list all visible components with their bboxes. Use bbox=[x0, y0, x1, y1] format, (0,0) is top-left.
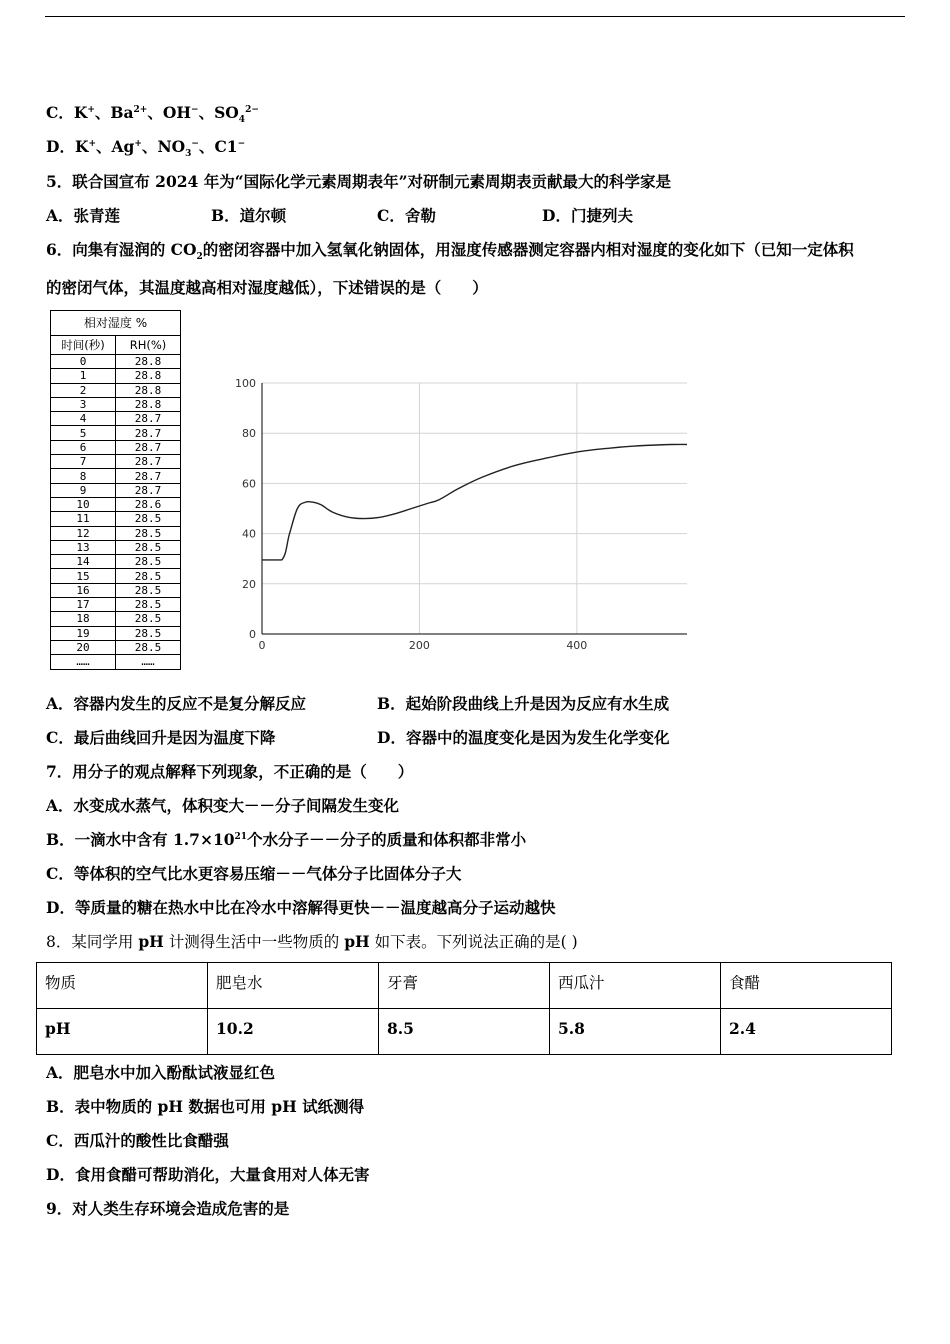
ph-value-cell: 2.4 bbox=[721, 1009, 892, 1055]
rh-value-cell: 28.5 bbox=[116, 626, 181, 640]
q8-option-d: D．食用食醋可帮助消化，大量食用对人体无害 bbox=[46, 1165, 370, 1184]
q8-option-c: C．西瓜汁的酸性比食醋强 bbox=[46, 1131, 229, 1150]
rh-col-rh-header: RH(%) bbox=[116, 336, 181, 355]
y-tick-label: 100 bbox=[235, 377, 256, 390]
rh-table-row bbox=[51, 512, 181, 526]
rh-time-cell: 16 bbox=[51, 583, 116, 597]
rh-table-row bbox=[51, 426, 181, 440]
y-tick-label: 0 bbox=[249, 628, 256, 641]
rh-time-cell: 10 bbox=[51, 497, 116, 511]
rh-value-cell: 28.5 bbox=[116, 569, 181, 583]
rh-time-cell: 7 bbox=[51, 455, 116, 469]
q7-option-c: C．等体积的空气比水更容易压缩－－气体分子比固体分子大 bbox=[46, 864, 462, 883]
ph-header-cell: 肥皂水 bbox=[208, 963, 379, 1009]
rh-table-row bbox=[51, 483, 181, 497]
rh-time-cell: 19 bbox=[51, 626, 116, 640]
rh-value-cell: 28.5 bbox=[116, 640, 181, 654]
rh-table-row bbox=[51, 455, 181, 469]
ph-table bbox=[36, 962, 892, 1055]
x-tick-label: 0 bbox=[258, 639, 266, 652]
rh-value-cell: 28.8 bbox=[116, 397, 181, 411]
rh-time-cell: 11 bbox=[51, 512, 116, 526]
humidity-line-chart bbox=[225, 370, 695, 655]
q5-option-c: C．舍勒 bbox=[377, 206, 436, 225]
rh-table-row bbox=[51, 655, 181, 669]
rh-table-row bbox=[51, 555, 181, 569]
rh-time-cell: 9 bbox=[51, 483, 116, 497]
q4-option-d: D．K+、Ag+、$NO_3^-$、C1− bbox=[46, 137, 246, 160]
rh-time-cell: 17 bbox=[51, 598, 116, 612]
rh-value-cell: 28.6 bbox=[116, 497, 181, 511]
ph-header-cell: 食醋 bbox=[721, 963, 892, 1009]
ph-value-cell: 8.5 bbox=[379, 1009, 550, 1055]
ph-value-cell: 10.2 bbox=[208, 1009, 379, 1055]
rh-time-cell: …… bbox=[51, 655, 116, 669]
q8-stem: 8．某同学用 pH 计测得生活中一些物质的 pH 如下表。下列说法正确的是( ) bbox=[46, 932, 578, 951]
rh-value-cell: 28.8 bbox=[116, 369, 181, 383]
ph-header-cell: 牙膏 bbox=[379, 963, 550, 1009]
rh-table-row bbox=[51, 526, 181, 540]
x-tick-label: 400 bbox=[566, 639, 588, 652]
rh-table-row bbox=[51, 397, 181, 411]
rh-time-cell: 1 bbox=[51, 369, 116, 383]
rh-table-row bbox=[51, 469, 181, 483]
q6-option-b: B．起始阶段曲线上升是因为反应有水生成 bbox=[377, 694, 670, 713]
rh-time-cell: 0 bbox=[51, 355, 116, 369]
x-tick-label: 200 bbox=[408, 639, 430, 652]
rh-table-row bbox=[51, 626, 181, 640]
q6-option-d: D．容器中的温度变化是因为发生化学变化 bbox=[377, 728, 670, 747]
q6-stem-line1: 6．向集有湿润的 $CO_2$的密闭容器中加入氢氧化钠固体，用湿度传感器测定容器内相对湿度的变化如下（已知一定体积 bbox=[46, 240, 854, 263]
rh-time-cell: 15 bbox=[51, 569, 116, 583]
rh-table-row bbox=[51, 598, 181, 612]
rh-time-cell: 6 bbox=[51, 440, 116, 454]
rh-value-cell: 28.5 bbox=[116, 526, 181, 540]
rh-table-row bbox=[51, 583, 181, 597]
rh-value-cell: …… bbox=[116, 655, 181, 669]
rh-value-cell: 28.7 bbox=[116, 426, 181, 440]
rh-value-cell: 28.8 bbox=[116, 355, 181, 369]
ph-value-cell: 5.8 bbox=[550, 1009, 721, 1055]
header-rule bbox=[45, 16, 905, 17]
q6-option-c: C．最后曲线回升是因为温度下降 bbox=[46, 728, 276, 747]
rh-table-row bbox=[51, 355, 181, 369]
rh-col-time-header: 时间(秒) bbox=[51, 336, 116, 355]
q6-stem-line2: 的密闭气体，其温度越高相对湿度越低），下述错误的是（ ） bbox=[46, 278, 488, 297]
q5-option-b: B．道尔顿 bbox=[211, 206, 287, 225]
q4-option-c: C．K+、$Ba^{2+}$、OH−、$SO_4^{2-}$ bbox=[46, 103, 259, 126]
rh-value-cell: 28.5 bbox=[116, 555, 181, 569]
q8-option-b: B．表中物质的 pH 数据也可用 pH 试纸测得 bbox=[46, 1097, 365, 1116]
rh-time-cell: 3 bbox=[51, 397, 116, 411]
q7-option-d: D．等质量的糖在热水中比在冷水中溶解得更快－－温度越高分子运动越快 bbox=[46, 898, 556, 917]
rh-table-title: 相对湿度 % bbox=[51, 311, 181, 336]
rh-table-row bbox=[51, 540, 181, 554]
rh-time-cell: 14 bbox=[51, 555, 116, 569]
rh-value-cell: 28.7 bbox=[116, 469, 181, 483]
q9-stem: 9．对人类生存环境会造成危害的是 bbox=[46, 1199, 290, 1218]
rh-value-cell: 28.7 bbox=[116, 440, 181, 454]
rh-value-cell: 28.5 bbox=[116, 598, 181, 612]
rh-table-row bbox=[51, 412, 181, 426]
rh-data-table bbox=[50, 310, 181, 670]
rh-table-row bbox=[51, 569, 181, 583]
rh-table-row bbox=[51, 612, 181, 626]
rh-time-cell: 4 bbox=[51, 412, 116, 426]
rh-time-cell: 8 bbox=[51, 469, 116, 483]
rh-table-row bbox=[51, 497, 181, 511]
rh-value-cell: 28.7 bbox=[116, 483, 181, 497]
rh-table-row bbox=[51, 383, 181, 397]
ph-header-cell: 西瓜汁 bbox=[550, 963, 721, 1009]
rh-table-row bbox=[51, 640, 181, 654]
y-tick-label: 60 bbox=[242, 477, 256, 491]
rh-time-cell: 2 bbox=[51, 383, 116, 397]
q7-option-b: B．一滴水中含有 $1.7\times 10^{21}$个水分子－－分子的质量和体积都非常小 bbox=[46, 830, 527, 849]
rh-value-cell: 28.5 bbox=[116, 612, 181, 626]
rh-value-cell: 28.5 bbox=[116, 540, 181, 554]
y-tick-label: 80 bbox=[242, 427, 256, 441]
ph-value-cell: pH bbox=[37, 1009, 208, 1055]
ph-header-cell: 物质 bbox=[37, 963, 208, 1009]
rh-time-cell: 13 bbox=[51, 540, 116, 554]
humidity-series-line bbox=[262, 444, 687, 560]
rh-value-cell: 28.5 bbox=[116, 512, 181, 526]
q5-option-a: A．张青莲 bbox=[46, 206, 121, 225]
rh-time-cell: 18 bbox=[51, 612, 116, 626]
rh-value-cell: 28.7 bbox=[116, 455, 181, 469]
q6-option-a: A．容器内发生的反应不是复分解反应 bbox=[46, 694, 307, 713]
q5-stem: 5．联合国宣布 2024 年为“国际化学元素周期表年”对研制元素周期表贡献最大的科学家是 bbox=[46, 172, 672, 191]
q7-stem: 7．用分子的观点解释下列现象，不正确的是（ ） bbox=[46, 762, 414, 781]
q7-option-a: A．水变成水蒸气，体积变大－－分子间隔发生变化 bbox=[46, 796, 400, 815]
q8-option-a: A．肥皂水中加入酚酞试液显红色 bbox=[46, 1063, 276, 1082]
rh-table-row bbox=[51, 369, 181, 383]
rh-value-cell: 28.7 bbox=[116, 412, 181, 426]
rh-time-cell: 20 bbox=[51, 640, 116, 654]
rh-value-cell: 28.5 bbox=[116, 583, 181, 597]
y-tick-label: 20 bbox=[242, 577, 256, 591]
rh-value-cell: 28.8 bbox=[116, 383, 181, 397]
rh-time-cell: 5 bbox=[51, 426, 116, 440]
q5-option-d: D．门捷列夫 bbox=[542, 206, 633, 225]
rh-time-cell: 12 bbox=[51, 526, 116, 540]
rh-table-row bbox=[51, 440, 181, 454]
y-tick-label: 40 bbox=[242, 527, 256, 541]
